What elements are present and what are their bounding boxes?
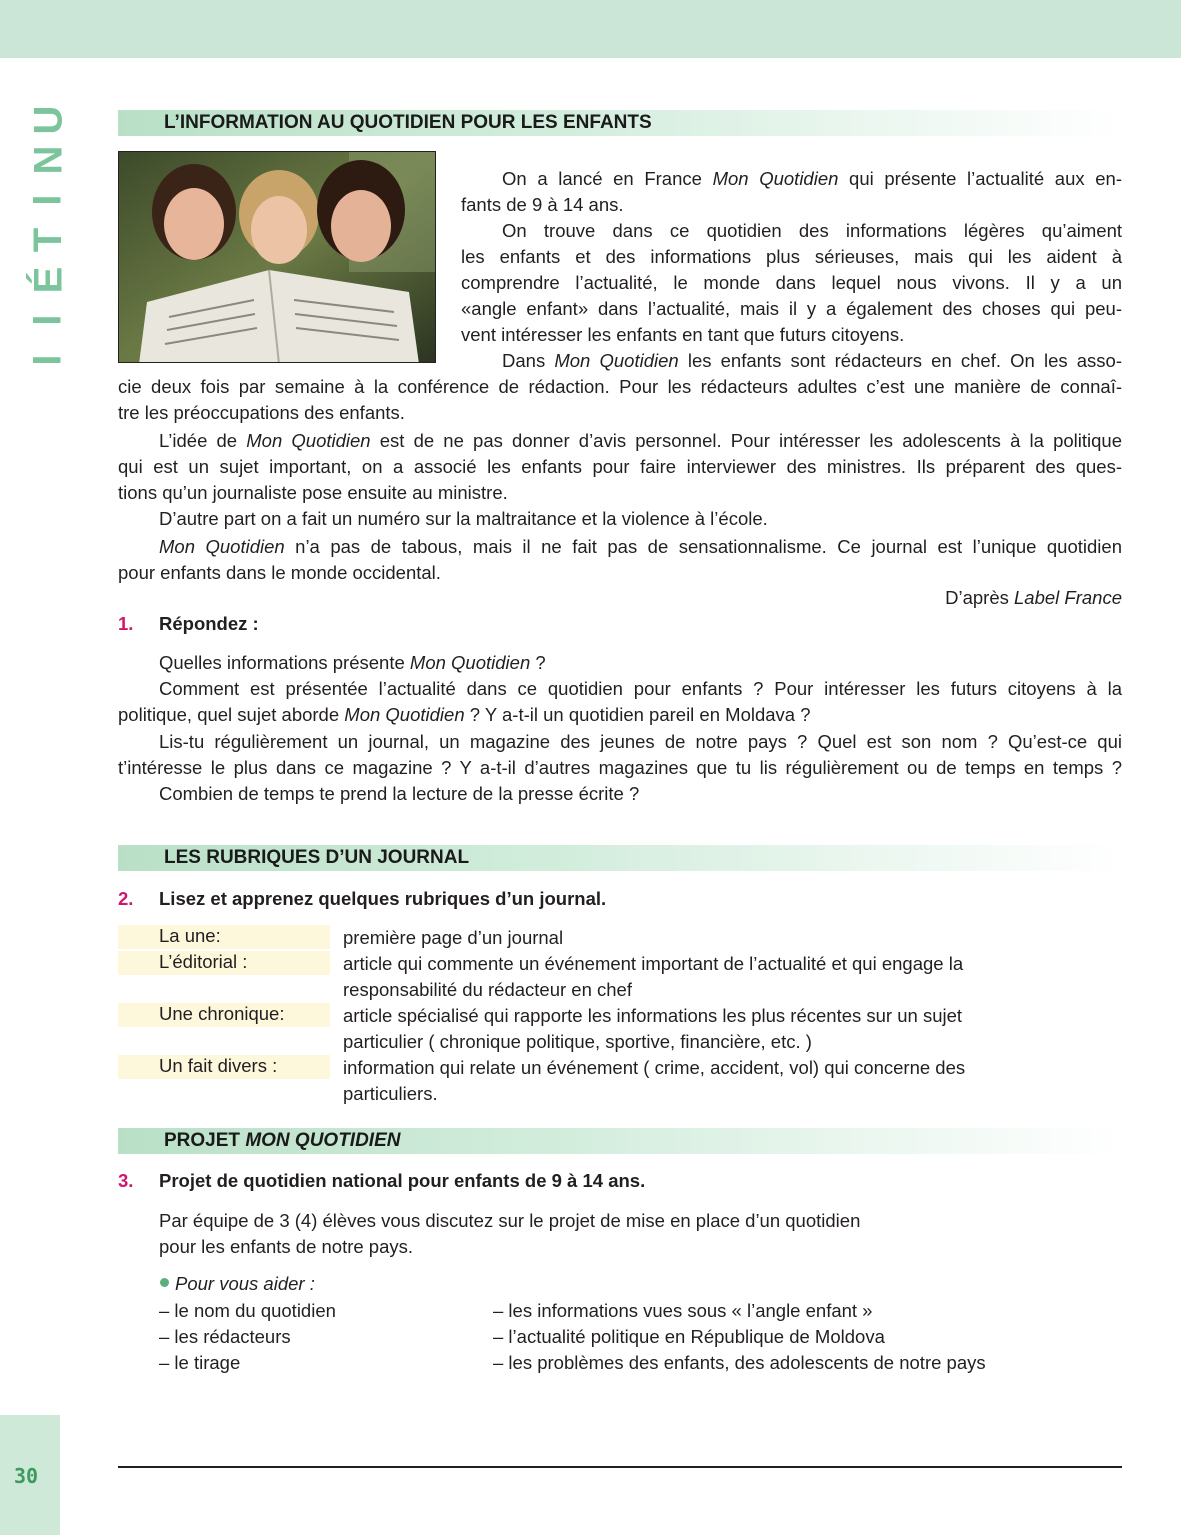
- exercise-title: Répondez :: [159, 613, 259, 634]
- text-italic: Mon Quotidien: [712, 168, 839, 189]
- source-attribution: [945, 587, 1122, 609]
- text-italic: Mon Quotidien: [344, 704, 465, 725]
- list-item: – les informations vues sous « l’angle enfant »: [493, 1300, 873, 1321]
- paragraph-line: vent intéresser les enfants en tant que futurs citoyens.: [461, 324, 905, 345]
- text: PROJET: [164, 1130, 246, 1151]
- paragraph-line: fants de 9 à 14 ans.: [461, 194, 624, 215]
- text-italic: Label France: [1014, 587, 1122, 608]
- text-italic: MON QUOTIDIEN: [245, 1130, 401, 1151]
- rubrique-definition: information qui relate un événement ( crime, accident, vol) qui concerne des particuliers.: [343, 1057, 966, 1104]
- text-italic: Mon Quotidien: [246, 430, 371, 451]
- section-heading-text: L’INFORMATION AU QUOTIDIEN POUR LES ENFANTS: [164, 112, 652, 133]
- section-heading-projet: [118, 1128, 1122, 1154]
- paragraph-line: On trouve dans ce quotidien des informations légères qu’aiment: [502, 220, 1122, 241]
- rubrique-definition: première page d’un journal: [343, 927, 564, 948]
- paragraph-line: qui est un sujet important, on a associé les enfants pour faire interviewer des ministres. Ils préparent des ques-: [118, 456, 1122, 477]
- unit-letter: É: [26, 266, 70, 294]
- paragraph-line: pour enfants dans le monde occidental.: [118, 562, 441, 583]
- text: D’après: [945, 587, 1015, 608]
- paragraph-line: comprendre l’actualité, le monde dans lequel nous vivons. Il y a un: [461, 272, 1122, 293]
- exercise-number: 1.: [118, 613, 134, 634]
- rubrique-term: Une chronique:: [159, 1003, 285, 1024]
- unit-side-title: [22, 100, 74, 366]
- footer-rule: [118, 1466, 1122, 1468]
- paragraph-line: tre les préoccupations des enfants.: [118, 402, 405, 423]
- paragraph-line: [159, 534, 1122, 560]
- exercise-number: 3.: [118, 1170, 134, 1191]
- question: Combien de temps te prend la lecture de la presse écrite ?: [159, 783, 640, 804]
- question: [118, 702, 1122, 728]
- photo-girls-reading-newspaper: [118, 151, 436, 363]
- paragraph-line: [502, 348, 1122, 374]
- rubrique-term: L’éditorial :: [159, 951, 248, 972]
- unit-letter: I: [26, 314, 70, 326]
- unit-letter: I: [26, 194, 70, 206]
- unit-letter: I: [26, 354, 70, 366]
- top-band: [0, 0, 1181, 58]
- text: les enfants sont rédacteurs en chef. On les asso-: [678, 350, 1123, 371]
- exercise-title: Lisez et apprenez quelques rubriques d’un journal.: [159, 888, 607, 909]
- rubrique-term: Un fait divers :: [159, 1055, 278, 1076]
- exercise-number: 2.: [118, 888, 134, 909]
- unit-letter: U: [25, 105, 70, 135]
- paragraph-line: cie deux fois par semaine à la conférence de rédaction. Pour les rédacteurs adultes c’est une manière de connaî-: [118, 376, 1122, 397]
- question: Lis-tu régulièrement un journal, un magazine des jeunes de notre pays ? Quel est son nom ? Qu’est-ce qui: [159, 731, 1122, 752]
- bullet-icon: [160, 1278, 169, 1287]
- photo-illustration: [119, 152, 436, 363]
- list-item: – le tirage: [159, 1352, 241, 1373]
- question: t’intéresse le plus dans ce magazine ? Y a-t-il d’autres magazines que tu lis régulièrement ou de temps en temps ?: [118, 757, 1122, 778]
- paragraph-line: «angle enfant» dans l’actualité, mais il y a également des choses qui peu-: [461, 298, 1122, 319]
- question: Comment est présentée l’actualité dans ce quotidien pour enfants ? Pour intéresser les futurs citoyens à la: [159, 678, 1122, 699]
- section-heading-text: [164, 1128, 400, 1154]
- section-heading-rubriques: [118, 845, 1122, 871]
- unit-letter: T: [26, 227, 70, 253]
- text: Dans: [502, 350, 555, 371]
- rubrique-term-box: [118, 951, 330, 975]
- section-heading-information: [118, 110, 1122, 136]
- text: Quelles informations présente: [159, 652, 410, 673]
- text: est de ne pas donner d’avis personnel. Pour intéresser les adolescents à la politique: [370, 430, 1122, 451]
- paragraph: [461, 166, 1122, 192]
- rubrique-definition: article qui commente un événement important de l’actualité et qui engage la responsabilité du rédacteur en chef: [343, 953, 964, 1000]
- question: [159, 650, 1122, 676]
- paragraph-line: [159, 428, 1122, 454]
- text: politique, quel sujet aborde: [118, 704, 345, 725]
- rubrique-term: La une:: [159, 925, 221, 946]
- text-italic: Mon Quotidien: [554, 350, 679, 371]
- paragraph-line: pour les enfants de notre pays.: [159, 1236, 414, 1257]
- text: ?: [530, 652, 546, 673]
- page-number: 30: [14, 1464, 39, 1488]
- unit-letter: N: [25, 145, 70, 175]
- text-italic: Mon Quotidien: [159, 536, 285, 557]
- list-item: – le nom du quotidien: [159, 1300, 336, 1321]
- exercise-title: Projet de quotidien national pour enfants de 9 à 14 ans.: [159, 1170, 646, 1191]
- paragraph-line: Par équipe de 3 (4) élèves vous discutez sur le projet de mise en place d’un quotidien: [159, 1210, 861, 1231]
- rubrique-definition: article spécialisé qui rapporte les informations les plus récentes sur un sujet particulier ( chronique politique, sportive, financière, etc. ): [343, 1005, 963, 1052]
- text-italic: Mon Quotidien: [409, 652, 531, 673]
- list-item: – l’actualité politique en République de Moldova: [493, 1326, 885, 1347]
- text: n’a pas de tabous, mais il ne fait pas de sensationnalisme. Ce journal est l’unique quotidien: [284, 536, 1122, 557]
- help-label: [175, 1271, 315, 1297]
- text-italic: Pour vous aider :: [175, 1273, 315, 1294]
- list-item: – les rédacteurs: [159, 1326, 291, 1347]
- paragraph-line: D’autre part on a fait un numéro sur la maltraitance et la violence à l’école.: [159, 508, 768, 529]
- text: L’idée de: [159, 430, 247, 451]
- rubrique-term-box: [118, 1055, 330, 1079]
- text: ? Y a-t-il un quotidien pareil en Moldava ?: [464, 704, 811, 725]
- list-item: – les problèmes des enfants, des adolescents de notre pays: [493, 1352, 986, 1373]
- rubrique-term-box: [118, 1003, 330, 1027]
- text: On a lancé en France: [502, 168, 713, 189]
- text: qui présente l’actualité aux en-: [838, 168, 1122, 189]
- rubrique-term-box: [118, 925, 330, 949]
- paragraph-line: tions qu’un journaliste pose ensuite au ministre.: [118, 482, 508, 503]
- paragraph-line: les enfants et des informations plus sérieuses, mais qui les aident à: [461, 246, 1122, 267]
- section-heading-text: LES RUBRIQUES D’UN JOURNAL: [164, 847, 470, 868]
